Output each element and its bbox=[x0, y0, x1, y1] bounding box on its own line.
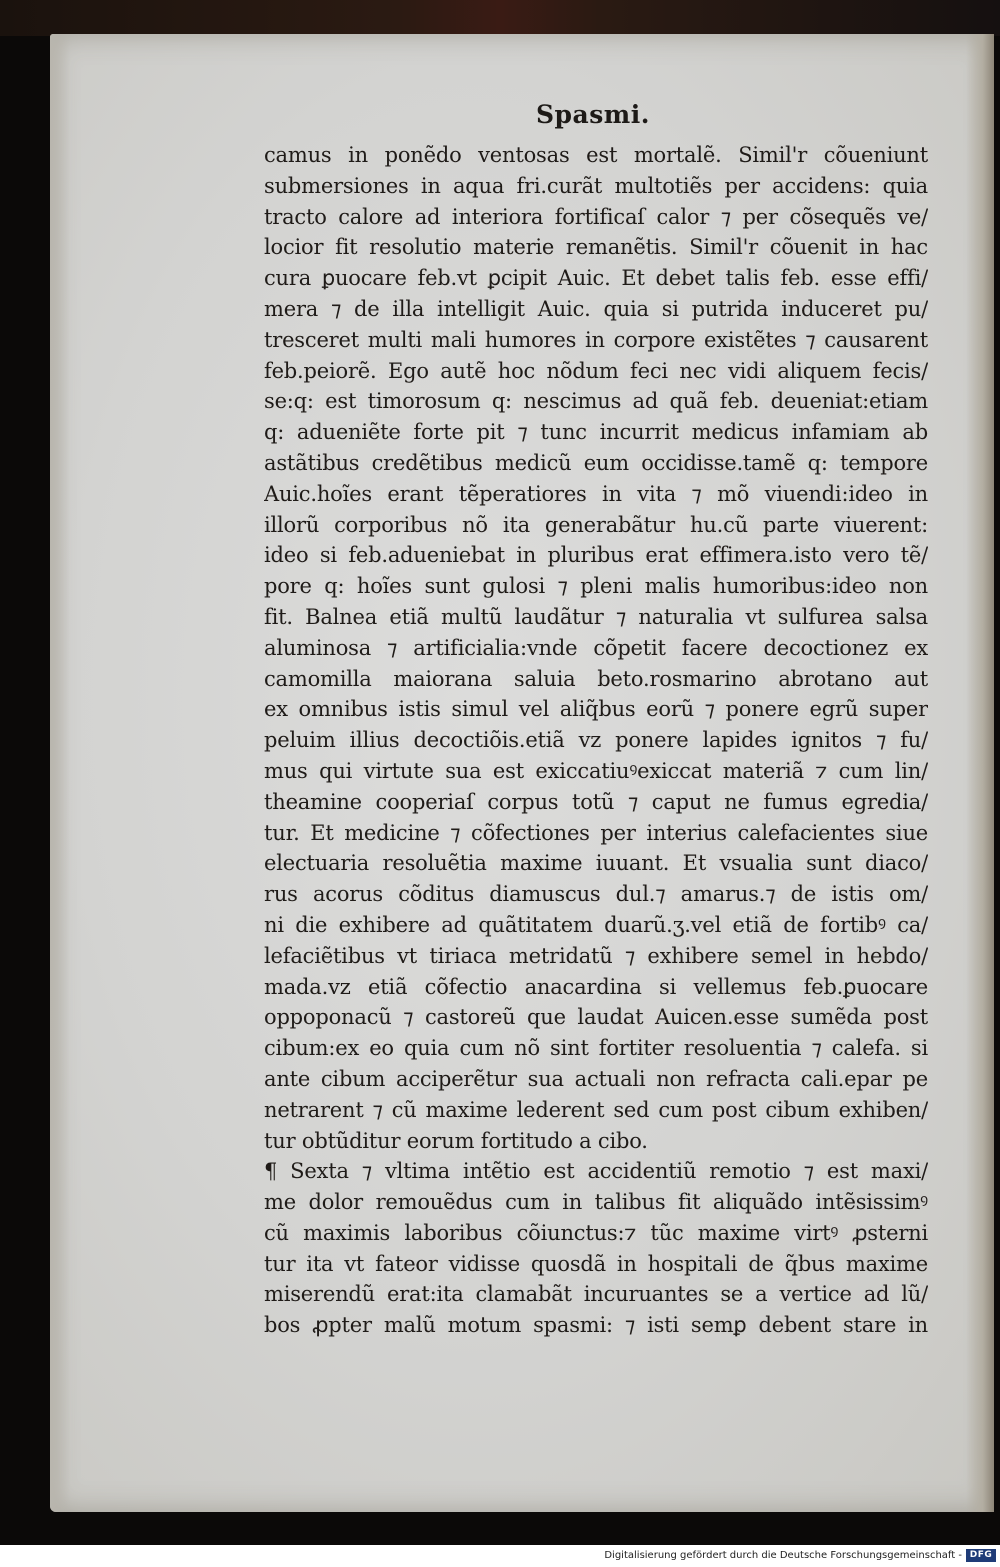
text-line: submersiones in aqua fri.curãt multotiẽs per accidens: quia bbox=[264, 173, 928, 198]
text-line: ni die exhibere ad quãtitatem duarũ.ʒ.vel etiã de fortibꝰ ca/ bbox=[264, 912, 928, 937]
text-line: miserendũ erat:ita clamabãt incuruantes se a vertice ad lũ/ bbox=[264, 1282, 928, 1307]
text-line: cũ maximis laboribus cõiunctus:⁊ tũc maxime virtꝰ ꝓsterni bbox=[264, 1220, 928, 1245]
text-line: q: adueniẽte forte pit ⁊ tunc incurrit medicus infamiam ab bbox=[264, 420, 928, 445]
running-head: Spasmi. bbox=[536, 100, 650, 129]
text-line: cibum:ex eo quia cum nõ sint fortiter resoluentia ⁊ calefa. si bbox=[264, 1036, 928, 1061]
text-line: mus qui virtute sua est exiccatiuꝰexiccat materiã ⁊ cum lin/ bbox=[264, 758, 928, 783]
text-line: mada.vz etiã cõfectio anacardina si vellemus feb.ꝑuocare bbox=[264, 974, 928, 999]
text-column bbox=[264, 140, 928, 1341]
text-line: electuaria resoluẽtia maxime iuuant. Et vsualia sunt diaco/ bbox=[264, 851, 928, 876]
text-line: ante cibum acciperẽtur sua actuali non refracta cali.epar pe bbox=[264, 1066, 928, 1091]
text-line: pore q: hoĩes sunt gulosi ⁊ pleni malis humoribus:ideo non bbox=[264, 574, 928, 599]
text-line: peluim illius decoctiõis.etiã vz ponere lapides ignitos ⁊ fu/ bbox=[264, 728, 928, 753]
text-line: mera ⁊ de illa intelligit Auic. quia si putrida induceret pu/ bbox=[264, 296, 928, 321]
text-line: cura ꝑuocare feb.vt ꝑcipit Auic. Et debet talis feb. esse effi/ bbox=[264, 266, 928, 291]
text-line: se:q: est timorosum q: nescimus ad quã feb. deueniat:etiam bbox=[264, 389, 928, 414]
text-line: tracto calore ad interiora fortificaſ calor ⁊ per cõsequẽs ve/ bbox=[264, 204, 928, 229]
scan-top-edge bbox=[0, 0, 1000, 36]
text-line: ideo si feb.adueniebat in pluribus erat effimera.isto vero tẽ/ bbox=[264, 543, 928, 568]
text-line: bos ꝓpter malũ motum spasmi: ⁊ isti semꝑ debent stare in bbox=[264, 1313, 928, 1338]
text-line: locior fit resolutio materie remanẽtis. Simil'r cõuenit in hac bbox=[264, 235, 928, 260]
text-line: tresceret multi mali humores in corpore existẽtes ⁊ causarent bbox=[264, 327, 928, 352]
text-line: illorũ corporibus nõ ita generabãtur hu.cũ parte viuerent: bbox=[264, 512, 928, 537]
funding-credit: Digitalisierung gefördert durch die Deutsche Forschungsgemeinschaft - bbox=[604, 1550, 962, 1561]
text-line: tur. Et medicine ⁊ cõfectiones per interius calefacientes siue bbox=[264, 820, 928, 845]
text-line-paragraph-start: ¶ Sexta ⁊ vltima intẽtio est accidentiũ remotio ⁊ est maxi/ bbox=[264, 1159, 928, 1184]
text-line: aluminosa ⁊ artificialia:vnde cõpetit facere decoctionez ex bbox=[264, 635, 928, 660]
text-line: camus in ponẽdo ventosas est mortalẽ. Simil'r cõueniunt bbox=[264, 143, 928, 167]
text-line: oppoponacũ ⁊ castoreũ que laudat Auicen.esse sumẽda post bbox=[264, 1005, 928, 1030]
text-line: tur ita vt fateor vidisse quosdã in hospitali de q̃bus maxime bbox=[264, 1251, 928, 1276]
text-line: ex omnibus istis simul vel aliq̃bus eorũ ⁊ ponere egrũ super bbox=[264, 697, 928, 722]
text-line: fit. Balnea etiã multũ laudãtur ⁊ naturalia vt sulfurea salsa bbox=[264, 604, 928, 629]
text-line: Auic.hoĩes erant tẽperatiores in vita ⁊ mõ viuendi:ideo in bbox=[264, 481, 928, 506]
text-line: netrarent ⁊ cũ maxime lederent sed cum post cibum exhiben/ bbox=[264, 1097, 928, 1122]
text-line-last: tur obtũditur eorum fortitudo a cibo. bbox=[264, 1128, 648, 1153]
page-right-shadow bbox=[966, 34, 994, 1512]
text-line: camomilla maiorana saluia beto.rosmarino abrotano aut bbox=[264, 666, 928, 691]
text-line: feb.peiorẽ. Ego autẽ hoc nõdum feci nec vidi aliquem fecis/ bbox=[264, 358, 928, 383]
text-line: lefaciẽtibus vt tiriaca metridatũ ⁊ exhibere semel in hebdo/ bbox=[264, 943, 928, 968]
dfg-logo: DFG bbox=[966, 1549, 996, 1562]
text-line: theamine cooperiaſ corpus totũ ⁊ caput ne fumus egredia/ bbox=[264, 789, 928, 814]
text-line: me dolor remouẽdus cum in talibus fit aliquãdo intẽsissimꝰ bbox=[264, 1190, 928, 1215]
text-line: rus acorus cõditus diamuscus dul.⁊ amarus.⁊ de istis om/ bbox=[264, 882, 928, 907]
page-left-shadow bbox=[50, 34, 70, 1512]
text-line: astãtibus credẽtibus medicũ eum occidisse.tamẽ q: tempore bbox=[264, 450, 928, 475]
